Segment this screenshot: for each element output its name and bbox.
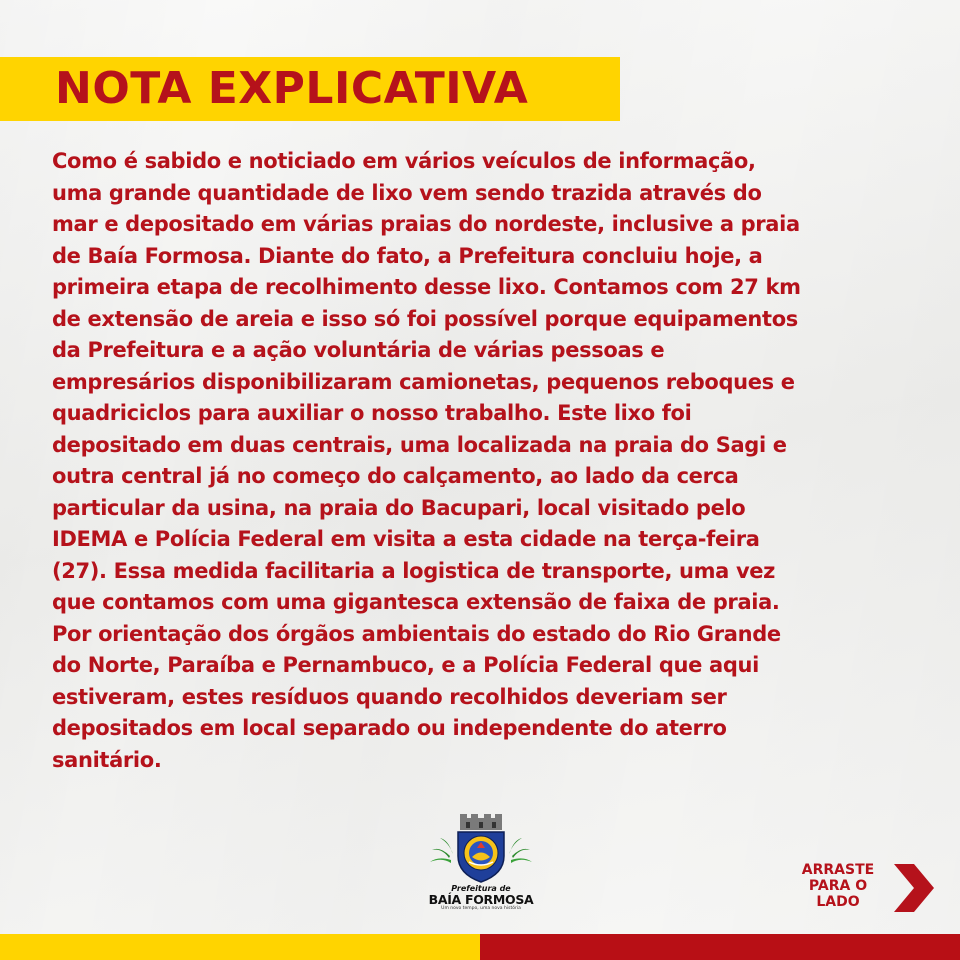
body-line: IDEMA e Polícia Federal em visita a esta cidade na terça-feira xyxy=(52,527,760,551)
body-line: da Prefeitura e a ação voluntária de várias pessoas e xyxy=(52,338,665,362)
body-line: depositado em duas centrais, uma localizada na praia do Sagi e xyxy=(52,432,787,457)
logo-line-2: BAÍA FORMOSA xyxy=(428,892,534,907)
logo-tagline: Um novo tempo, uma nova história xyxy=(441,906,521,911)
body-line: primeira etapa de recolhimento desse lixo. Contamos com 27 km xyxy=(52,275,801,299)
body-line: Como é sabido e noticiado em vários veículos de informação, xyxy=(52,149,756,173)
body-line: do Norte, Paraíba e Pernambuco, e a Polícia Federal que aqui xyxy=(52,653,759,677)
footer-stripe-yellow xyxy=(0,934,480,960)
note-body xyxy=(52,146,912,776)
logo-line-1: Prefeitura de xyxy=(451,884,511,893)
coat-of-arms-icon xyxy=(422,812,540,884)
swipe-label xyxy=(790,862,886,910)
logo-wordmark xyxy=(422,884,540,912)
body-line: uma grande quantidade de lixo vem sendo trazida através do xyxy=(52,180,762,205)
chevron-right-icon[interactable] xyxy=(892,864,934,912)
body-line: outra central já no começo do calçamento, ao lado da cerca xyxy=(52,464,739,488)
page-title: NOTA EXPLICATIVA xyxy=(55,63,529,114)
swipe-line: ARRASTE xyxy=(801,862,875,878)
swipe-line: PARA O xyxy=(808,878,868,894)
footer-stripe-red xyxy=(480,934,960,960)
body-line: empresários disponibilizaram camionetas, pequenos reboques e xyxy=(52,369,795,394)
body-line: mar e depositado em várias praias do nordeste, inclusive a praia xyxy=(52,212,800,236)
body-line: de Baía Formosa. Diante do fato, a Prefeitura concluiu hoje, a xyxy=(52,243,763,268)
prefeitura-logo xyxy=(422,812,540,922)
body-line: que contamos com uma gigantesca extensão de faixa de praia. xyxy=(52,590,780,614)
body-line: depositados em local separado ou independente do aterro xyxy=(52,716,727,740)
swipe-line: LADO xyxy=(816,894,860,910)
body-line: Por orientação dos órgãos ambientais do estado do Rio Grande xyxy=(52,621,781,646)
body-line: particular da usina, na praia do Bacupari, local visitado pelo xyxy=(52,495,746,520)
body-line: (27). Essa medida facilitaria a logistica de transporte, uma vez xyxy=(52,558,776,583)
body-line: estiveram, estes resíduos quando recolhidos deveriam ser xyxy=(52,684,727,709)
body-line: de extensão de areia e isso só foi possível porque equipamentos xyxy=(52,306,798,331)
body-line: quadriciclos para auxiliar o nosso trabalho. Este lixo foi xyxy=(52,401,692,425)
swipe-hint[interactable] xyxy=(790,860,940,916)
body-line: sanitário. xyxy=(52,747,162,772)
